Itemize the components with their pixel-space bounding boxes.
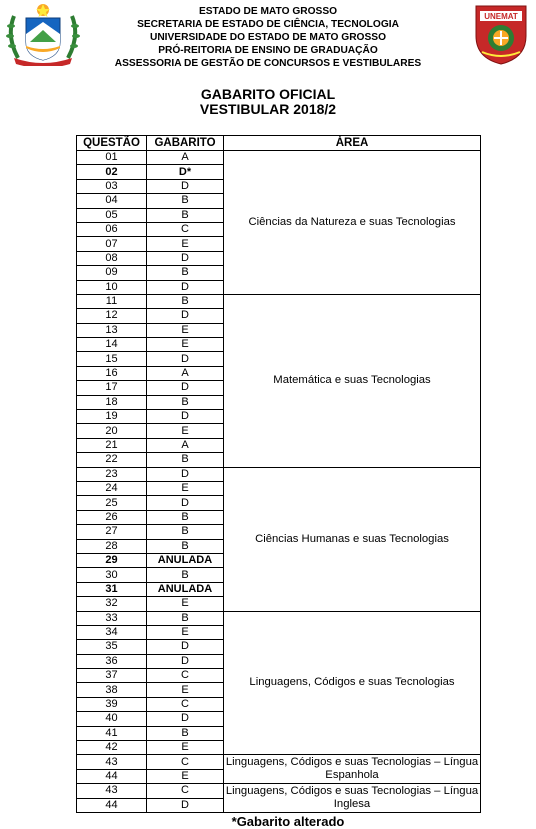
table-row: [77, 467, 481, 481]
question-number: 07: [77, 237, 147, 251]
answer-value: C: [147, 669, 224, 683]
answer-value: C: [147, 222, 224, 236]
title-line-vestibular: VESTIBULAR 2018/2: [199, 101, 337, 117]
answer-value: D: [147, 179, 224, 193]
answer-value: D: [147, 798, 224, 812]
question-number: 20: [77, 424, 147, 438]
question-number: 17: [77, 381, 147, 395]
answer-value: D: [147, 381, 224, 395]
answer-value: B: [147, 539, 224, 553]
question-number: 38: [77, 683, 147, 697]
answer-value: D: [147, 280, 224, 294]
table-row: [77, 784, 481, 798]
area-label: Linguagens, Códigos e suas Tecnologias: [224, 611, 481, 755]
answer-value: B: [147, 395, 224, 409]
question-number: 01: [77, 151, 147, 165]
question-number: 35: [77, 640, 147, 654]
institution-block: [100, 5, 436, 70]
area-label: Ciências da Natureza e suas Tecnologias: [224, 151, 481, 295]
question-number: 33: [77, 611, 147, 625]
footer-note: *Gabarito alterado: [231, 814, 345, 829]
question-number: 08: [77, 251, 147, 265]
answer-value: D: [147, 410, 224, 424]
question-number: 14: [77, 338, 147, 352]
answer-value: E: [147, 237, 224, 251]
answer-value: D: [147, 467, 224, 481]
question-number: 32: [77, 597, 147, 611]
answer-value: C: [147, 784, 224, 798]
question-number: 44: [77, 798, 147, 812]
question-number: 15: [77, 352, 147, 366]
question-number: 22: [77, 453, 147, 467]
area-label: Linguagens, Códigos e suas Tecnologias – Língua Espanhola: [224, 755, 481, 784]
answer-value: B: [147, 208, 224, 222]
question-number: 25: [77, 496, 147, 510]
answer-key-table: [76, 135, 481, 813]
answer-value: D*: [147, 165, 224, 179]
answer-value: E: [147, 769, 224, 783]
table-row: [77, 755, 481, 769]
answer-value: B: [147, 194, 224, 208]
unemat-emblem-icon: [470, 2, 532, 66]
question-number: 12: [77, 309, 147, 323]
question-number: 02: [77, 165, 147, 179]
answer-value: B: [147, 294, 224, 308]
area-label: Matemática e suas Tecnologias: [224, 294, 481, 467]
question-number: 13: [77, 323, 147, 337]
answer-value: ANULADA: [147, 582, 224, 596]
unemat-logo: [470, 2, 532, 66]
area-label: Linguagens, Códigos e suas Tecnologias – Língua Inglesa: [224, 784, 481, 813]
answer-key-body: [77, 151, 481, 813]
header-area: ÁREA: [224, 136, 481, 151]
table-row: [77, 151, 481, 165]
answer-value: B: [147, 525, 224, 539]
answer-value: ANULADA: [147, 553, 224, 567]
coat-of-arms-icon: [4, 2, 82, 66]
question-number: 24: [77, 481, 147, 495]
table-row: [77, 611, 481, 625]
answer-value: B: [147, 611, 224, 625]
table-row: [77, 294, 481, 308]
question-number: 27: [77, 525, 147, 539]
question-number: 39: [77, 697, 147, 711]
coat-of-arms-logo: [4, 2, 82, 66]
answer-value: E: [147, 597, 224, 611]
answer-value: E: [147, 424, 224, 438]
answer-value: A: [147, 438, 224, 452]
question-number: 40: [77, 712, 147, 726]
question-number: 31: [77, 582, 147, 596]
answer-value: E: [147, 323, 224, 337]
unemat-logo-text: UNEMAT: [484, 12, 518, 21]
answer-value: B: [147, 510, 224, 524]
answer-value: D: [147, 309, 224, 323]
question-number: 19: [77, 410, 147, 424]
question-number: 43: [77, 784, 147, 798]
answer-value: B: [147, 453, 224, 467]
answer-value: E: [147, 741, 224, 755]
question-number: 30: [77, 568, 147, 582]
question-number: 43: [77, 755, 147, 769]
answer-value: D: [147, 251, 224, 265]
header-question: QUESTÃO: [77, 136, 147, 151]
table-header-row: [77, 136, 481, 151]
title-line-official: GABARITO OFICIAL: [200, 86, 336, 102]
question-number: 44: [77, 769, 147, 783]
institution-line-state: ESTADO DE MATO GROSSO: [198, 6, 338, 17]
answer-value: B: [147, 726, 224, 740]
answer-value: D: [147, 352, 224, 366]
answer-value: A: [147, 366, 224, 380]
question-number: 36: [77, 654, 147, 668]
question-number: 42: [77, 741, 147, 755]
area-label: Ciências Humanas e suas Tecnologias: [224, 467, 481, 611]
question-number: 41: [77, 726, 147, 740]
answer-value: E: [147, 683, 224, 697]
answer-value: D: [147, 654, 224, 668]
answer-value: E: [147, 481, 224, 495]
question-number: 21: [77, 438, 147, 452]
answer-value: D: [147, 712, 224, 726]
document-header: [0, 0, 536, 80]
question-number: 04: [77, 194, 147, 208]
question-number: 11: [77, 294, 147, 308]
question-number: 03: [77, 179, 147, 193]
question-number: 34: [77, 625, 147, 639]
institution-line-university: UNIVERSIDADE DO ESTADO DE MATO GROSSO: [149, 32, 387, 43]
question-number: 05: [77, 208, 147, 222]
answer-value: A: [147, 151, 224, 165]
answer-value: D: [147, 496, 224, 510]
question-number: 06: [77, 222, 147, 236]
question-number: 09: [77, 266, 147, 280]
answer-value: E: [147, 625, 224, 639]
header-answer: GABARITO: [147, 136, 224, 151]
answer-value: B: [147, 568, 224, 582]
question-number: 26: [77, 510, 147, 524]
answer-value: D: [147, 640, 224, 654]
answer-value: B: [147, 266, 224, 280]
question-number: 18: [77, 395, 147, 409]
institution-line-advisory: ASSESSORIA DE GESTÃO DE CONCURSOS E VESTIBULARES: [114, 58, 422, 69]
answer-value: C: [147, 755, 224, 769]
question-number: 10: [77, 280, 147, 294]
question-number: 37: [77, 669, 147, 683]
page-title: [0, 87, 536, 117]
question-number: 23: [77, 467, 147, 481]
institution-line-pro-rectorate: PRÓ-REITORIA DE ENSINO DE GRADUAÇÃO: [158, 45, 378, 56]
answer-value: E: [147, 338, 224, 352]
question-number: 28: [77, 539, 147, 553]
answer-value: C: [147, 697, 224, 711]
institution-line-secretariat: SECRETARIA DE ESTADO DE CIÊNCIA, TECNOLOGIA: [137, 19, 399, 30]
question-number: 29: [77, 553, 147, 567]
question-number: 16: [77, 366, 147, 380]
